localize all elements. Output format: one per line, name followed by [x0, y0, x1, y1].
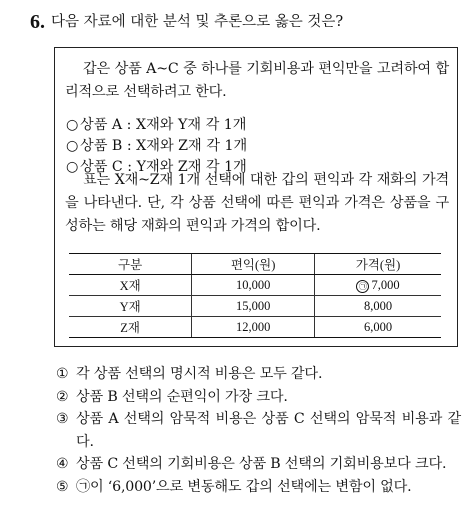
table-row — [69, 296, 441, 317]
choice-2[interactable] — [56, 386, 461, 409]
choice-4[interactable] — [56, 453, 461, 476]
cell-benefit: 15,000 — [192, 296, 315, 317]
product-item-text: 상품 A : X재와 Y재 각 1개 — [80, 117, 247, 133]
cell-good: X재 — [69, 275, 192, 296]
choice-text: ㉠이 ‘6,000’으로 변동해도 갑의 선택에는 변함이 없다. — [76, 478, 412, 495]
question-header — [30, 10, 343, 34]
data-box — [54, 47, 458, 347]
header-price: 가격(원) — [315, 254, 442, 275]
table-row — [69, 317, 441, 338]
cell-price: 6,000 — [315, 317, 442, 338]
cell-price — [315, 275, 442, 296]
choice-number: ① — [56, 366, 69, 382]
circle-bullet-icon: ○ — [66, 138, 79, 154]
cell-benefit: 12,000 — [192, 317, 315, 338]
circle-bullet-icon: ○ — [66, 117, 79, 133]
product-item-text: 상품 C : Y재와 Z재 각 1개 — [80, 159, 247, 175]
answer-choices — [56, 363, 461, 498]
cell-good: Y재 — [69, 296, 192, 317]
table-header-row — [69, 254, 441, 275]
choice-3[interactable] — [56, 408, 461, 453]
header-category: 구분 — [69, 254, 192, 275]
product-item-text: 상품 B : X재와 Z재 각 1개 — [80, 138, 248, 154]
table-row — [69, 275, 441, 296]
goods-table — [69, 253, 441, 338]
choice-number: ③ — [56, 411, 69, 427]
cell-good: Z재 — [69, 317, 192, 338]
cell-price: 8,000 — [315, 296, 442, 317]
choice-number: ② — [56, 388, 69, 405]
cell-price-value: 7,000 — [371, 277, 400, 292]
header-benefit: 편익(원) — [192, 254, 315, 275]
choice-text: 상품 B 선택의 순편익이 가장 크다. — [76, 388, 288, 405]
choice-number: ⑤ — [56, 478, 69, 495]
choice-number: ④ — [56, 456, 69, 472]
box-intro: 갑은 상품 A~C 중 하나를 기회비용과 편익만을 고려하여 합리적으로 선택하려고 한다. — [65, 61, 449, 100]
choice-5[interactable] — [56, 476, 461, 499]
circle-bullet-icon: ○ — [66, 159, 79, 175]
question-number: 6. — [30, 11, 45, 33]
question-stem: 다음 자료에 대한 분석 및 추론으로 옳은 것은? — [51, 14, 344, 30]
cell-benefit: 10,000 — [192, 275, 315, 296]
choice-text: 상품 C 선택의 기회비용은 상품 B 선택의 기회비용보다 크다. — [76, 456, 447, 472]
choice-text: 각 상품 선택의 명시적 비용은 모두 같다. — [76, 366, 323, 382]
product-item — [66, 114, 247, 134]
choice-text: 상품 A 선택의 암묵적 비용은 상품 C 선택의 암묵적 비용과 같다. — [76, 411, 461, 450]
marker-label: ㉠ — [356, 280, 369, 293]
choice-1[interactable] — [56, 363, 461, 386]
product-item — [66, 135, 247, 155]
box-explanation: 표는 X재~Z재 1개 선택에 대한 갑의 편익과 각 재화의 가격을 나타낸다. 단, 각 상품 선택에 따른 편익과 가격은 상품을 구성하는 해당 재화의 편익과 가격의 합이다. — [65, 172, 449, 234]
